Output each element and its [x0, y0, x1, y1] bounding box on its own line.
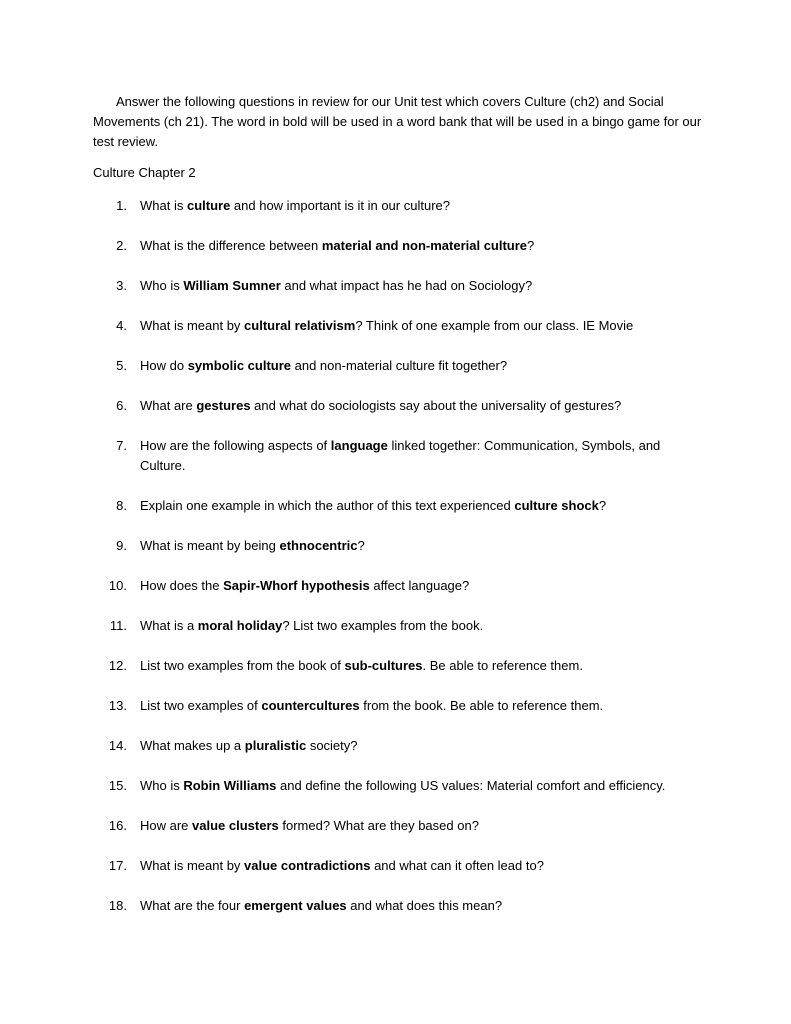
question-text — [140, 896, 703, 916]
question-list — [93, 196, 703, 916]
question-text-part: and what can it often lead to? — [370, 858, 544, 873]
question-text-part: affect language? — [369, 578, 470, 593]
question-text-part: ? — [598, 498, 607, 513]
question-number: 17. — [108, 858, 127, 873]
bold-term: value clusters — [192, 818, 279, 833]
question-number: 8. — [116, 498, 127, 513]
question-text — [140, 396, 703, 416]
question-text — [140, 436, 703, 476]
intro-paragraph: Answer the following questions in review for our Unit test which covers Culture (ch2) and Social Movements (ch 21). The word in bold will be used in a word bank that will be used in a bingo game for our test review. — [93, 94, 702, 149]
question-text-part: How are — [140, 818, 193, 833]
question-text-part: What is meant by — [140, 318, 245, 333]
bold-term: ethnocentric — [279, 538, 358, 553]
question-number: 7. — [116, 438, 127, 453]
question-item — [93, 236, 703, 256]
question-text-part: What makes up a — [140, 738, 245, 753]
bold-term: countercultures — [261, 698, 360, 713]
question-text-part: What is the difference between — [140, 238, 322, 253]
question-text — [140, 236, 703, 256]
question-text — [140, 776, 703, 796]
question-text-part: What is meant by — [140, 858, 245, 873]
question-text — [140, 696, 703, 716]
question-text — [140, 276, 703, 296]
question-text — [140, 856, 703, 876]
question-text-part: What is meant by being — [140, 538, 280, 553]
question-text-part: ? — [527, 238, 535, 253]
question-number: 5. — [116, 358, 127, 373]
question-item — [93, 196, 703, 216]
question-text-part: and what impact has he had on Sociology? — [280, 278, 533, 293]
question-item — [93, 396, 703, 416]
question-text-part: Explain one example in which the author of this text experienced — [140, 498, 515, 513]
question-item — [93, 536, 703, 556]
question-text-part: What is a — [140, 618, 198, 633]
bold-term: culture — [186, 198, 231, 213]
question-text — [140, 356, 703, 376]
bold-term: language — [330, 438, 388, 453]
question-number: 2. — [116, 238, 127, 253]
question-text-part: ? List two examples from the book. — [282, 618, 484, 633]
question-item — [93, 736, 703, 756]
bold-term: Robin Williams — [183, 778, 277, 793]
question-text-part: List two examples of — [140, 698, 262, 713]
question-item — [93, 436, 703, 476]
question-item — [93, 616, 703, 636]
question-item — [93, 356, 703, 376]
question-number: 12. — [108, 658, 127, 673]
question-text-part: and what does this mean? — [346, 898, 503, 913]
question-text — [140, 576, 703, 596]
bold-term: pluralistic — [244, 738, 307, 753]
question-text-part: society? — [306, 738, 358, 753]
question-item — [93, 816, 703, 836]
bold-term: sub-cultures — [344, 658, 423, 673]
question-text-part: and what do sociologists say about the universality of gestures? — [250, 398, 622, 413]
section-heading: Culture Chapter 2 — [93, 165, 196, 180]
question-text-part: Who is — [140, 278, 184, 293]
question-text — [140, 316, 703, 336]
question-text-part: What is — [140, 198, 187, 213]
question-item — [93, 696, 703, 716]
question-text — [140, 196, 703, 216]
bold-term: William Sumner — [183, 278, 281, 293]
question-text-part: from the book. Be able to reference them. — [359, 698, 604, 713]
question-item — [93, 316, 703, 336]
bold-term: symbolic culture — [187, 358, 292, 373]
question-item — [93, 656, 703, 676]
question-number: 15. — [108, 778, 127, 793]
question-text — [140, 496, 703, 516]
question-number: 16. — [108, 818, 127, 833]
question-number: 4. — [116, 318, 127, 333]
question-item — [93, 496, 703, 516]
question-item — [93, 776, 703, 796]
question-text-part: and define the following US values: Material comfort and efficiency. — [276, 778, 666, 793]
question-text-part: How does the — [140, 578, 224, 593]
question-number: 1. — [116, 198, 127, 213]
bold-term: cultural relativism — [244, 318, 356, 333]
question-number: 11. — [109, 618, 127, 633]
question-number: 14. — [108, 738, 127, 753]
question-text-part: How do — [140, 358, 188, 373]
bold-term: moral holiday — [197, 618, 283, 633]
question-number: 13. — [108, 698, 127, 713]
question-text-part: formed? What are they based on? — [278, 818, 479, 833]
question-text-part: ? — [357, 538, 365, 553]
question-text-part: ? Think of one example from our class. IE Movie — [355, 318, 634, 333]
question-item — [93, 276, 703, 296]
question-text — [140, 616, 703, 636]
bold-term: culture shock — [514, 498, 599, 513]
question-text-part: . Be able to reference them. — [422, 658, 583, 673]
question-text-part: and how important is it in our culture? — [230, 198, 450, 213]
bold-term: material and non-material culture — [321, 238, 528, 253]
bold-term: gestures — [196, 398, 251, 413]
question-text — [140, 816, 703, 836]
question-item — [93, 856, 703, 876]
question-text-part: How are the following aspects of — [140, 438, 331, 453]
question-text-part: What are the four — [140, 898, 245, 913]
question-text-part: List two examples from the book of — [140, 658, 345, 673]
question-number: 6. — [116, 398, 127, 413]
question-text-part: What are — [140, 398, 197, 413]
question-text-part: and non-material culture fit together? — [291, 358, 508, 373]
question-number: 3. — [116, 278, 127, 293]
question-text — [140, 536, 703, 556]
bold-term: Sapir-Whorf hypothesis — [223, 578, 370, 593]
question-item — [93, 896, 703, 916]
question-number: 9. — [116, 538, 127, 553]
bold-term: emergent values — [244, 898, 347, 913]
question-text-part: Who is — [140, 778, 184, 793]
question-item — [93, 576, 703, 596]
question-number: 18. — [108, 898, 127, 913]
question-text-part: linked together: Communication, Symbols, and Culture. — [140, 438, 661, 473]
document-page — [93, 92, 703, 936]
question-text — [140, 656, 703, 676]
question-text — [140, 736, 703, 756]
bold-term: value contradictions — [244, 858, 371, 873]
question-number: 10. — [108, 578, 127, 593]
